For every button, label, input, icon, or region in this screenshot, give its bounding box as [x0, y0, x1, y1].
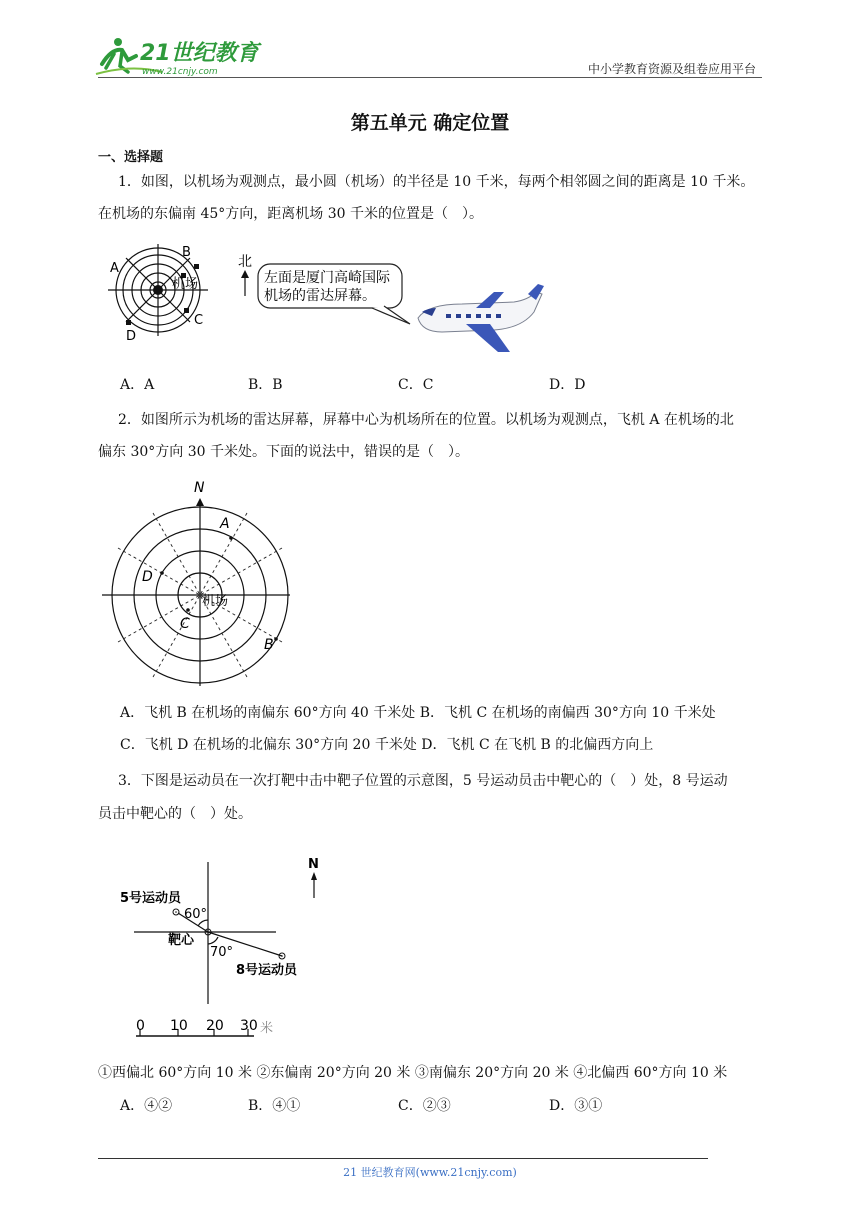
q1-bubble-line1: 左面是厦门高崎国际 — [264, 270, 390, 286]
q1-label-a: A — [110, 261, 119, 276]
section-heading: 一、选择题 — [98, 150, 164, 165]
q3-scale-30: 30 — [240, 1018, 258, 1034]
q1-label-c: C — [194, 313, 204, 328]
q3-north-arrow-icon — [311, 872, 317, 898]
q2-label-c: C — [180, 616, 190, 632]
page-title: 第五单元 确定位置 — [350, 112, 510, 134]
q2-option-ab[interactable]: A．飞机 B 在机场的南偏东 60°方向 40 千米处 B．飞机 C 在机场的南偏西 30°方向 10 千米处 — [120, 705, 716, 721]
q1-option-d[interactable]: D．D — [549, 377, 586, 393]
q1-north-label: 北 — [238, 254, 252, 270]
logo — [92, 34, 262, 80]
q1-bubble-line2: 机场的雷达屏幕。 — [264, 288, 376, 304]
q3-scale-20: 20 — [206, 1018, 224, 1034]
q3-label-p8: 8号运动员 — [236, 963, 298, 978]
airplane-icon — [418, 284, 544, 352]
footer-divider — [98, 1158, 708, 1159]
q2-label-d: D — [142, 569, 153, 585]
q1-radar-figure — [100, 238, 220, 352]
footer-link[interactable]: 21 世纪教育网(www.21cnjy.com) — [343, 1166, 517, 1179]
q3-label-n: N — [308, 857, 319, 872]
q3-label-angle60: 60° — [184, 907, 208, 922]
q1-option-c[interactable]: C．C — [398, 377, 434, 393]
logo-url: www.21cnjy.com — [142, 67, 218, 77]
logo-text: 21世纪教育 — [140, 41, 259, 66]
q3-scale-bar — [136, 1029, 254, 1036]
q1-line1: 1．如图，以机场为观测点，最小圆（机场）的半径是 10 千米，每两个相邻圆之间的距离是 10 千米。 — [118, 174, 755, 190]
north-arrow-icon — [241, 270, 249, 296]
q1-label-d: D — [126, 329, 137, 344]
q2-line2: 偏东 30°方向 30 千米处。下面的说法中，错误的是（ ）。 — [98, 444, 469, 460]
q3-label-center: 靶心 — [168, 933, 195, 948]
q3-choices: ①西偏北 60°方向 10 米 ②东偏南 20°方向 20 米 ③南偏东 20°方向 20 米 ④北偏西 60°方向 10 米 — [98, 1065, 728, 1081]
q2-option-cd[interactable]: C．飞机 D 在机场的北偏东 30°方向 20 千米处 D．飞机 C 在飞机 B 的北偏西方向上 — [120, 737, 654, 753]
q3-option-c[interactable]: C．②③ — [398, 1098, 451, 1114]
q3-label-p5: 5号运动员 — [120, 891, 182, 906]
q3-option-a[interactable]: A．④② — [120, 1098, 173, 1114]
q3-scale-10: 10 — [170, 1018, 188, 1034]
q2-label-b: B — [264, 637, 274, 653]
q3-line1: 3．下图是运动员在一次打靶中击中靶子位置的示意图，5 号运动员击中靶心的（ ）处，8 号运动 — [118, 773, 728, 789]
q3-option-b[interactable]: B．④① — [248, 1098, 301, 1114]
q3-line2: 员击中靶心的（ ）处。 — [98, 806, 252, 822]
q3-scale-0: 0 — [136, 1018, 145, 1034]
q2-label-center: 机场 — [202, 594, 229, 609]
q1-label-b: B — [182, 245, 191, 260]
q3-option-d[interactable]: D．③① — [549, 1098, 603, 1114]
q3-scale-unit: 米 — [260, 1021, 274, 1036]
q2-label-n: N — [194, 480, 205, 496]
header-divider — [98, 77, 762, 78]
q1-option-a[interactable]: A．A — [120, 377, 155, 393]
platform-name: 中小学教育资源及组卷应用平台 — [587, 62, 756, 76]
q1-label-center: 机场 — [172, 277, 199, 292]
q2-line1: 2．如图所示为机场的雷达屏幕，屏幕中心为机场所在的位置。以机场为观测点，飞机 A 在机场的北 — [118, 412, 734, 428]
q1-line2: 在机场的东偏南 45°方向，距离机场 30 千米的位置是（ ）。 — [98, 206, 483, 222]
q3-label-angle70: 70° — [210, 945, 234, 960]
q2-radar-figure — [100, 476, 290, 692]
q1-option-b[interactable]: B．B — [248, 377, 283, 393]
q3-target-figure — [110, 850, 340, 1044]
q2-label-a: A — [220, 516, 230, 532]
q1-airplane-figure — [232, 248, 552, 362]
